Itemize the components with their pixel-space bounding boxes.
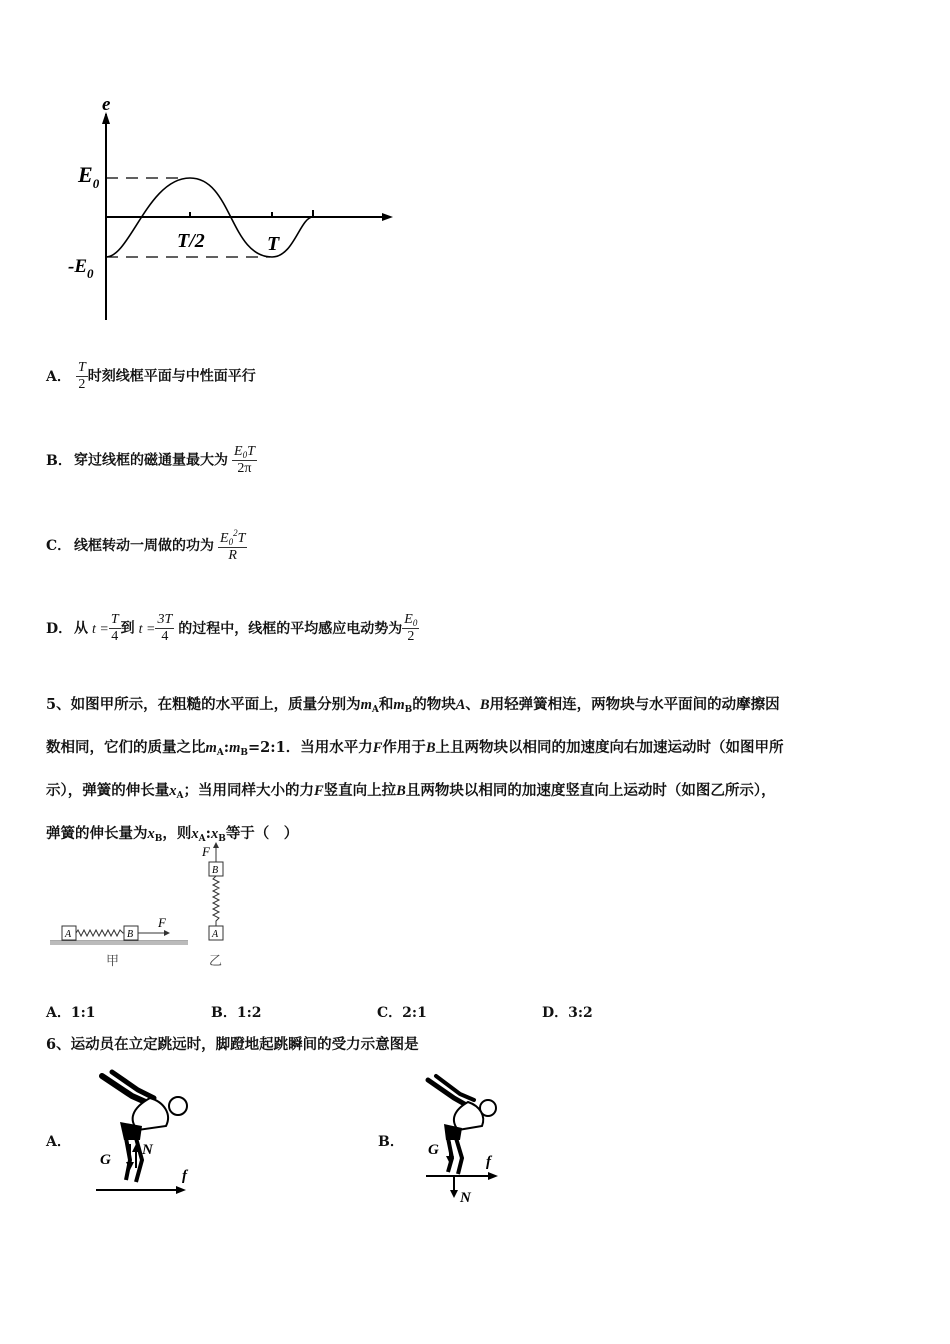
svg-text:F: F — [158, 915, 166, 930]
figure-yi-label: 乙 — [209, 953, 223, 968]
q5-stem — [46, 686, 916, 858]
option-text: 到 — [120, 620, 135, 637]
ground-hatch — [50, 941, 188, 945]
q5-options — [46, 1002, 746, 1022]
svg-text:F: F — [202, 844, 210, 859]
option-label: B． — [46, 452, 72, 469]
t-equals: t = — [92, 621, 109, 637]
q4-option-c — [46, 528, 247, 564]
option-label: D． — [46, 620, 73, 637]
q5-line-3: 示），弹簧的伸长量$x_A$；当用同样大小的力F竖直向上拉B且两物块以相同的加速度竖直向上运动时（如图乙所示）， — [46, 782, 776, 801]
q6-option-a-label: A． — [46, 1134, 71, 1150]
t2-fraction: $\frac{3T}{4}$ — [157, 612, 173, 644]
option-text: 线框转动一周做的功为 — [74, 538, 214, 554]
option-label: A． — [46, 368, 71, 385]
spring-horizontal — [76, 930, 124, 936]
t1-fraction: $\frac{T}{4}$ — [110, 612, 119, 644]
x-axis-arrow — [382, 213, 393, 221]
q5-option-a: A．1:1 — [46, 1005, 96, 1021]
svg-text:G: G — [428, 1142, 439, 1158]
spring-blocks-figure — [46, 840, 246, 972]
period-label: T — [267, 233, 280, 255]
figure-jia-label: 甲 — [106, 953, 120, 968]
axis-e-label: e — [102, 94, 111, 115]
q4-option-d — [46, 612, 419, 645]
q5-option-b: B．1:2 — [211, 1005, 262, 1021]
q6-option-b-label: B． — [378, 1134, 404, 1150]
t-half-fraction: $\frac{T}{2}$ — [78, 360, 86, 392]
svg-text:N: N — [460, 1190, 471, 1206]
t-equals: t = — [138, 621, 156, 637]
svg-text:f: f — [486, 1154, 491, 1170]
emf-time-graph — [60, 90, 405, 330]
half-period-label: T/2 — [177, 230, 205, 252]
work-fraction: $\frac{E_0^2T}{R}$ — [220, 528, 246, 563]
option-text: 的过程中，线框的平均感应电动势为 — [178, 620, 403, 637]
option-text: 穿过线框的磁通量最大为 — [74, 452, 228, 469]
jumper-figure-b — [420, 1072, 510, 1207]
svg-text:G: G — [100, 1152, 111, 1168]
q5-line-4: 弹簧的伸长量为$x_B$，则$x_A:x_B$等于（ ） — [46, 825, 299, 844]
svg-text:B: B — [127, 929, 134, 940]
svg-text:A: A — [212, 929, 219, 940]
q5-line-1: 5、如图甲所示，在粗糙的水平面上，质量分别为$m_A$和$m_B$的物块A、B用轻弹簧相连，两物块与水平面间的动摩擦因 — [46, 696, 780, 715]
option-label: C． — [46, 538, 72, 554]
q6-stem: 6、运动员在立定跳远时，脚蹬地起跳瞬间的受力示意图是 — [46, 1036, 419, 1053]
option-text: 时刻线框平面与中性面平行 — [87, 368, 256, 385]
q4-option-a — [46, 360, 256, 393]
q5-option-d: D．3:2 — [542, 1005, 593, 1021]
q5-option-c: C．2:1 — [377, 1005, 427, 1021]
jumper-figure-a — [92, 1068, 202, 1203]
svg-text:A: A — [65, 929, 72, 940]
spring-vertical — [213, 876, 219, 926]
flux-fraction: $\frac{E_0T}{2\pi}$ — [234, 444, 255, 476]
q4-option-b — [46, 444, 257, 477]
option-text: 从 — [74, 620, 88, 637]
neg-e0-label: $-E_0$ — [68, 256, 94, 281]
svg-text:f: f — [182, 1168, 187, 1184]
svg-text:N: N — [142, 1142, 153, 1158]
avg-emf-fraction: $\frac{E_0}{2}$ — [404, 612, 418, 644]
svg-text:B: B — [212, 865, 219, 876]
e0-label: $E_0$ — [78, 162, 100, 191]
q5-line-2: 数相同，它们的质量之比$m_A:m_B=2:1$．当用水平力F作用于B上且两物块以相同的加速度向右加速运动时（如图甲所 — [46, 739, 784, 758]
